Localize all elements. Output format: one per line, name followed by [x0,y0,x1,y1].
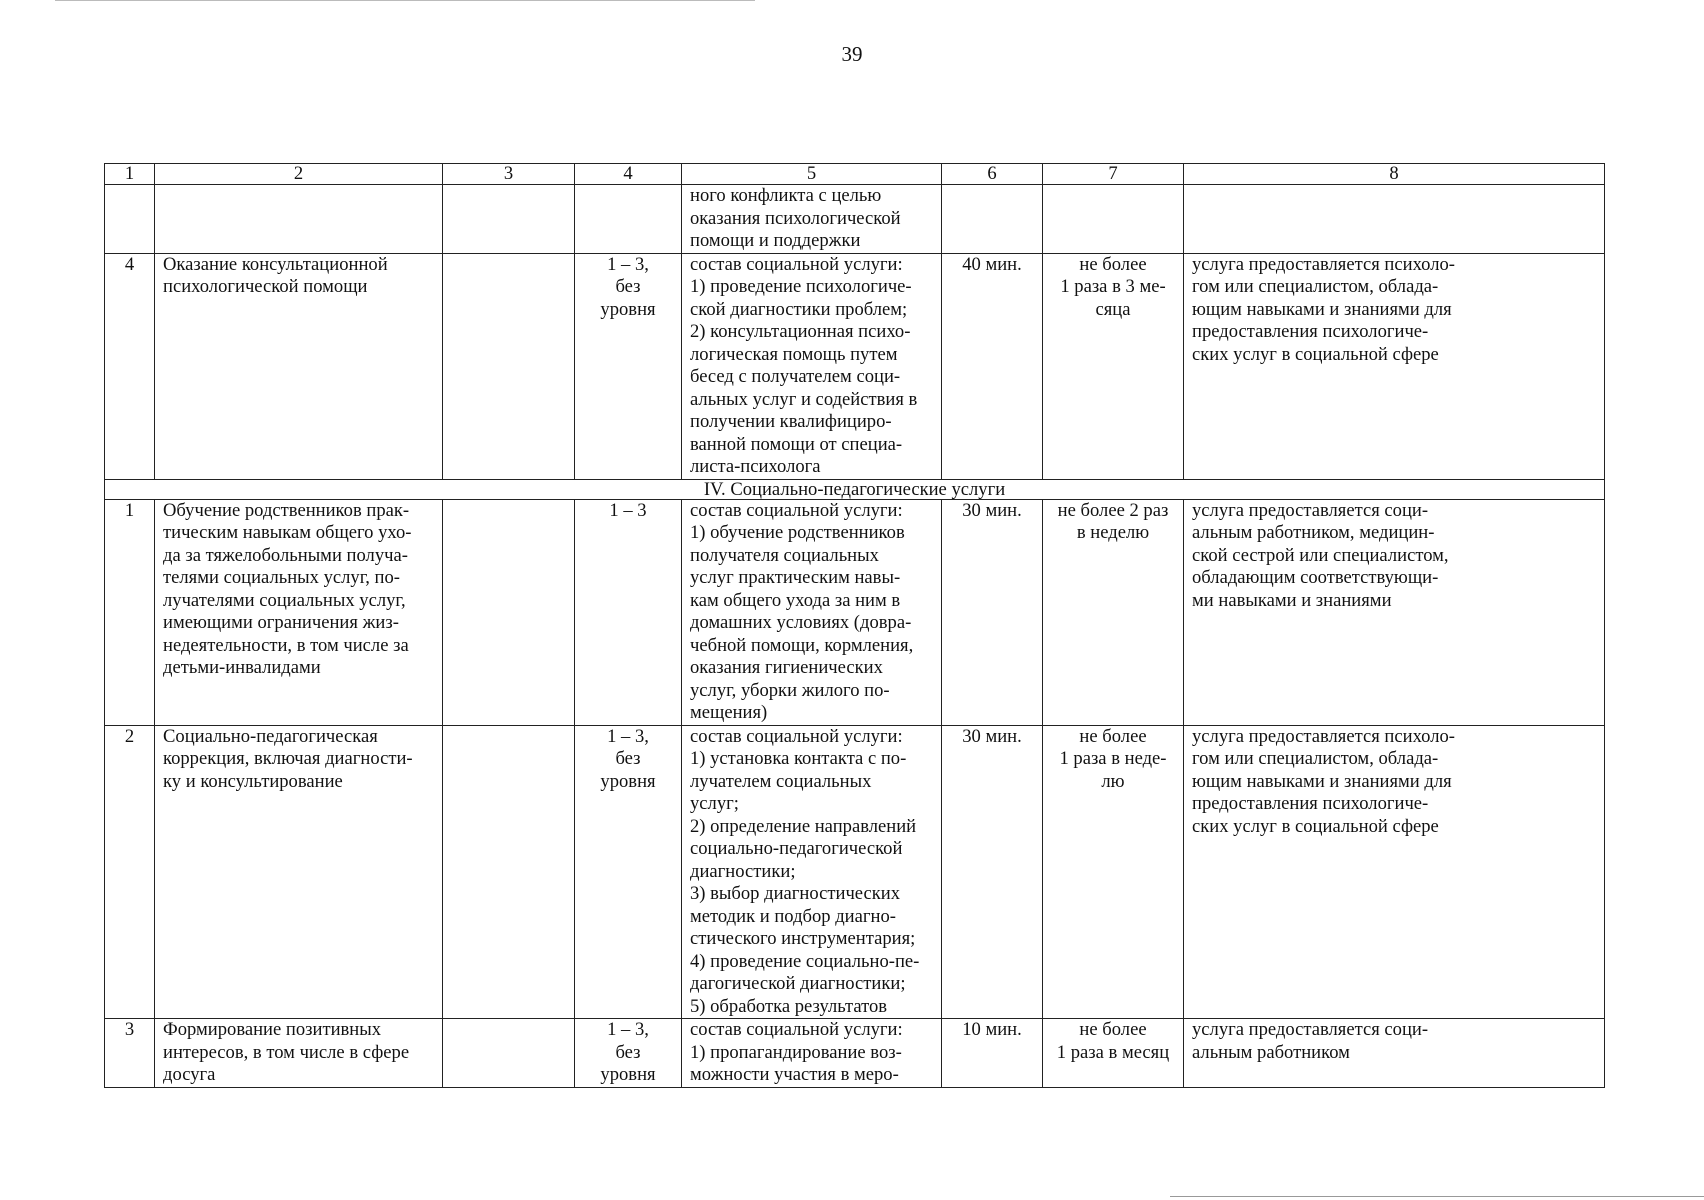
cell-col3 [443,253,575,479]
scan-artifact-top [55,0,755,3]
text-line: без [615,748,641,769]
text-line: кам общего ухода за ним в [690,589,901,611]
cell-provider [1184,185,1605,254]
text-line: уровня [600,1064,656,1085]
cell-col3 [443,725,575,1019]
text-line: ванной помощи от специа- [690,433,903,455]
text-line: 1 – 3 [609,499,647,521]
text-line: альным работником [1192,1041,1350,1063]
text-line: услуг, уборки жилого по- [690,679,890,701]
text-line: ку и консультирование [163,770,343,792]
text-line: можности участия в меро- [690,1064,899,1085]
table-row-continuation [105,185,1605,254]
text-line: ских услуг в социальной сфере [1192,815,1439,837]
cell-frequency [1043,185,1184,254]
text-line: лю [1101,770,1125,792]
text-line: 1) пропагандирование воз- [690,1041,902,1063]
text-line: состав социальной услуги: [690,1019,903,1040]
text-line: Оказание консультационной [163,253,388,275]
text-line: гом или специалистом, облада- [1192,748,1439,769]
text-line: состав социальной услуги: [690,253,903,275]
text-line: листа-психолога [690,456,821,477]
cell-num: 3 [105,1019,155,1088]
header-cell-7: 7 [1043,164,1184,185]
cell-duration: 30 мин. [942,499,1043,725]
cell-duration [942,185,1043,254]
text-line: домашних условиях (довра- [690,612,912,633]
cell-service-name [155,253,443,479]
table-row [105,499,1605,725]
text-line: бесед с получателем соци- [690,366,901,387]
column-number-header-row [105,164,1605,185]
cell-frequency [1043,1019,1184,1088]
cell-frequency [1043,253,1184,479]
text-line: недеятельности, в том числе за [163,634,409,656]
cell-num [105,185,155,254]
header-cell-6: 6 [942,164,1043,185]
cell-num: 4 [105,253,155,479]
section-header-row [105,479,1605,499]
header-cell-3: 3 [443,164,575,185]
text-line: услуга предоставляется психоло- [1192,725,1455,747]
text-line: 1) установка контакта с по- [690,748,907,769]
cell-num: 2 [105,725,155,1019]
cell-duration: 30 мин. [942,725,1043,1019]
text-line: помощи и поддержки [690,230,861,251]
text-line: Обучение родственников прак- [163,499,410,521]
text-line: телями социальных услуг, по- [163,567,400,588]
cell-duration: 10 мин. [942,1019,1043,1088]
text-line: альных услуг и содействия в [690,388,918,410]
text-line: Формирование позитивных [163,1019,382,1040]
text-line: уровня [600,298,656,320]
text-line: 1 – 3, [607,1019,649,1040]
text-line: не более [1079,725,1147,747]
text-line: ющим навыками и знаниями для [1192,298,1452,320]
text-line: услуга предоставляется соци- [1192,499,1429,521]
text-line: логическая помощь путем [690,343,898,365]
cell-col3 [443,185,575,254]
header-cell-4: 4 [575,164,682,185]
text-line: чебной помощи, кормления, [690,634,914,656]
cell-level [575,253,682,479]
table-row [105,253,1605,479]
text-line: имеющими ограничения жиз- [163,612,399,633]
cell-num: 1 [105,499,155,725]
text-line: состав социальной услуги: [690,499,903,521]
text-line: ской диагностики проблем; [690,298,908,320]
text-line: сяца [1095,298,1131,320]
text-line: 1 – 3, [607,253,649,275]
cell-composition [682,253,942,479]
text-line: социально-педагогической [690,838,903,859]
text-line: не более [1079,253,1147,275]
text-line: 1) обучение родственников [690,522,905,543]
cell-col3 [443,499,575,725]
text-line: альным работником, медицин- [1192,522,1435,543]
cell-provider [1184,253,1605,479]
text-line: 1 раза в неде- [1059,748,1167,769]
cell-frequency [1043,725,1184,1019]
text-line: ских услуг в социальной сфере [1192,343,1439,365]
text-line: 1) проведение психологиче- [690,276,912,297]
cell-level [575,1019,682,1088]
cell-level [575,499,682,725]
text-line: методик и подбор диагно- [690,905,896,927]
text-line: психологической помощи [163,276,368,297]
text-line: 1 – 3, [607,725,649,747]
text-line: в неделю [1076,522,1150,543]
text-line: получении квалифициро- [690,411,892,432]
header-cell-2: 2 [155,164,443,185]
cell-service-name [155,185,443,254]
text-line: не более 2 раз [1057,499,1169,521]
cell-provider [1184,499,1605,725]
text-line: ющим навыками и знаниями для [1192,770,1452,792]
text-line: Социально-педагогическая [163,725,378,747]
cell-composition [682,1019,942,1088]
text-line: обладающим соответствующи- [1192,567,1439,588]
text-line: оказания гигиенических [690,657,883,678]
text-line: ного конфликта с целью [690,185,882,206]
table-row [105,1019,1605,1088]
text-line: без [615,276,641,297]
section-title: IV. Социально-педагогические услуги [105,479,1605,499]
text-line: 4) проведение социально-пе- [690,950,920,972]
header-cell-1: 1 [105,164,155,185]
scan-artifact-bottom [1170,1196,1704,1197]
text-line: досуга [163,1064,216,1085]
text-line: предоставления психологиче- [1192,321,1429,342]
header-cell-8: 8 [1184,164,1605,185]
text-line: мещения) [690,702,768,723]
text-line: 5) обработка результатов [690,995,888,1017]
text-line: 2) определение направлений [690,815,917,837]
text-line: коррекция, включая диагности- [163,748,413,769]
cell-frequency [1043,499,1184,725]
text-line: детьми-инвалидами [163,657,321,678]
cell-duration: 40 мин. [942,253,1043,479]
table-row [105,725,1605,1019]
cell-composition [682,499,942,725]
page-number: 39 [841,42,863,66]
cell-level [575,185,682,254]
text-line: интересов, в том числе в сфере [163,1041,410,1063]
text-line: диагностики; [690,860,796,882]
text-line: услуга предоставляется соци- [1192,1019,1429,1040]
text-line: предоставления психологиче- [1192,793,1429,814]
text-line: 3) выбор диагностических [690,883,901,904]
text-line: получателя социальных [690,544,879,566]
text-line: услуга предоставляется психоло- [1192,253,1455,275]
text-line: лучателями социальных услуг, [163,589,406,611]
cell-service-name [155,499,443,725]
cell-col3 [443,1019,575,1088]
text-line: без [615,1041,641,1063]
text-line: состав социальной услуги: [690,725,903,747]
text-line: услуг; [690,793,739,814]
cell-provider [1184,1019,1605,1088]
text-line: дагогической диагностики; [690,973,906,994]
text-line: гом или специалистом, облада- [1192,276,1439,297]
text-line: 1 раза в месяц [1056,1041,1170,1063]
text-line: ми навыками и знаниями [1192,589,1392,611]
text-line: стического инструментария; [690,928,916,949]
text-line: тическим навыкам общего ухо- [163,522,412,543]
text-line: да за тяжелобольными получа- [163,544,408,566]
cell-composition [682,185,942,254]
cell-service-name [155,725,443,1019]
text-line: ской сестрой или специалистом, [1192,544,1449,566]
cell-service-name [155,1019,443,1088]
text-line: оказания психологической [690,207,901,229]
text-line: 2) консультационная психо- [690,321,911,342]
text-line: услуг практическим навы- [690,567,901,588]
cell-composition [682,725,942,1019]
header-cell-5: 5 [682,164,942,185]
cell-provider [1184,725,1605,1019]
text-line: лучателем социальных [690,770,872,792]
cell-level [575,725,682,1019]
text-line: уровня [600,770,656,792]
services-table [104,163,1605,1088]
text-line: 1 раза в 3 ме- [1060,276,1166,297]
text-line: не более [1079,1019,1147,1040]
